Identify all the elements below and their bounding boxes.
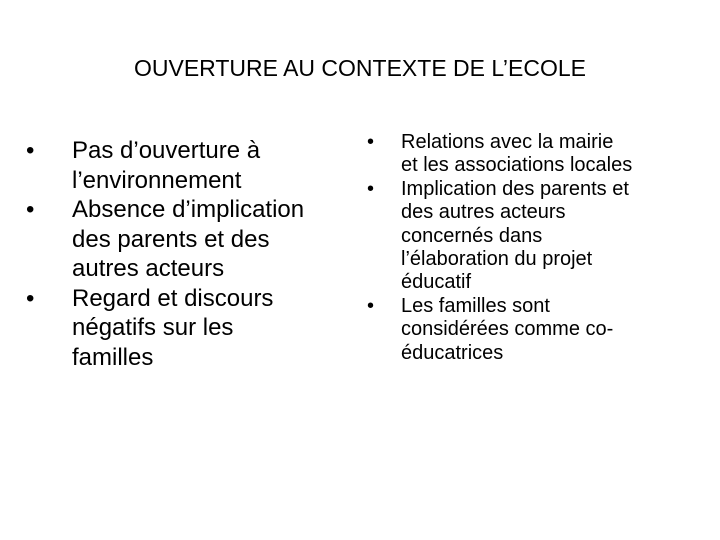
list-item (367, 131, 687, 178)
list-item-line: Relations avec la mairie (401, 131, 614, 153)
list-item-line: l’environnement (72, 166, 242, 194)
list-item (367, 178, 687, 295)
list-item-line: concernés dans (401, 224, 543, 247)
list-item-line: Implication des parents et (401, 177, 629, 200)
list-item (367, 295, 687, 365)
list-item-line: autres acteurs (72, 255, 225, 282)
list-item (26, 284, 356, 373)
list-item (26, 195, 356, 284)
list-item-line: négatifs sur les (72, 314, 234, 341)
list-item (26, 136, 356, 195)
list-item-line: considérées comme co- (401, 318, 614, 341)
right-bullet-list (367, 131, 687, 365)
slide-title: OUVERTURE AU CONTEXTE DE L’ECOLE (133, 55, 586, 81)
list-item-line: l’élaboration du projet (401, 248, 593, 271)
bullet-icon: • (26, 137, 35, 164)
list-item-line: et les associations locales (401, 154, 633, 177)
bullet-icon: • (367, 294, 375, 317)
bullet-icon: • (26, 284, 35, 312)
list-item-line: Les familles sont (401, 294, 550, 317)
bullet-icon: • (26, 196, 35, 223)
list-item-line: des autres acteurs (401, 201, 566, 224)
bullet-icon: • (367, 177, 375, 200)
list-item-line: Pas d’ouverture à (72, 137, 261, 164)
list-item-line: familles (72, 343, 154, 371)
bullet-icon: • (367, 131, 375, 153)
list-item-line: éducatrices (401, 341, 504, 364)
list-item-line: éducatif (401, 271, 472, 294)
left-bullet-list (26, 136, 356, 372)
list-item-line: Regard et discours (72, 284, 274, 312)
list-item-line: Absence d’implication (72, 196, 305, 223)
list-item-line: des parents et des (72, 225, 270, 253)
